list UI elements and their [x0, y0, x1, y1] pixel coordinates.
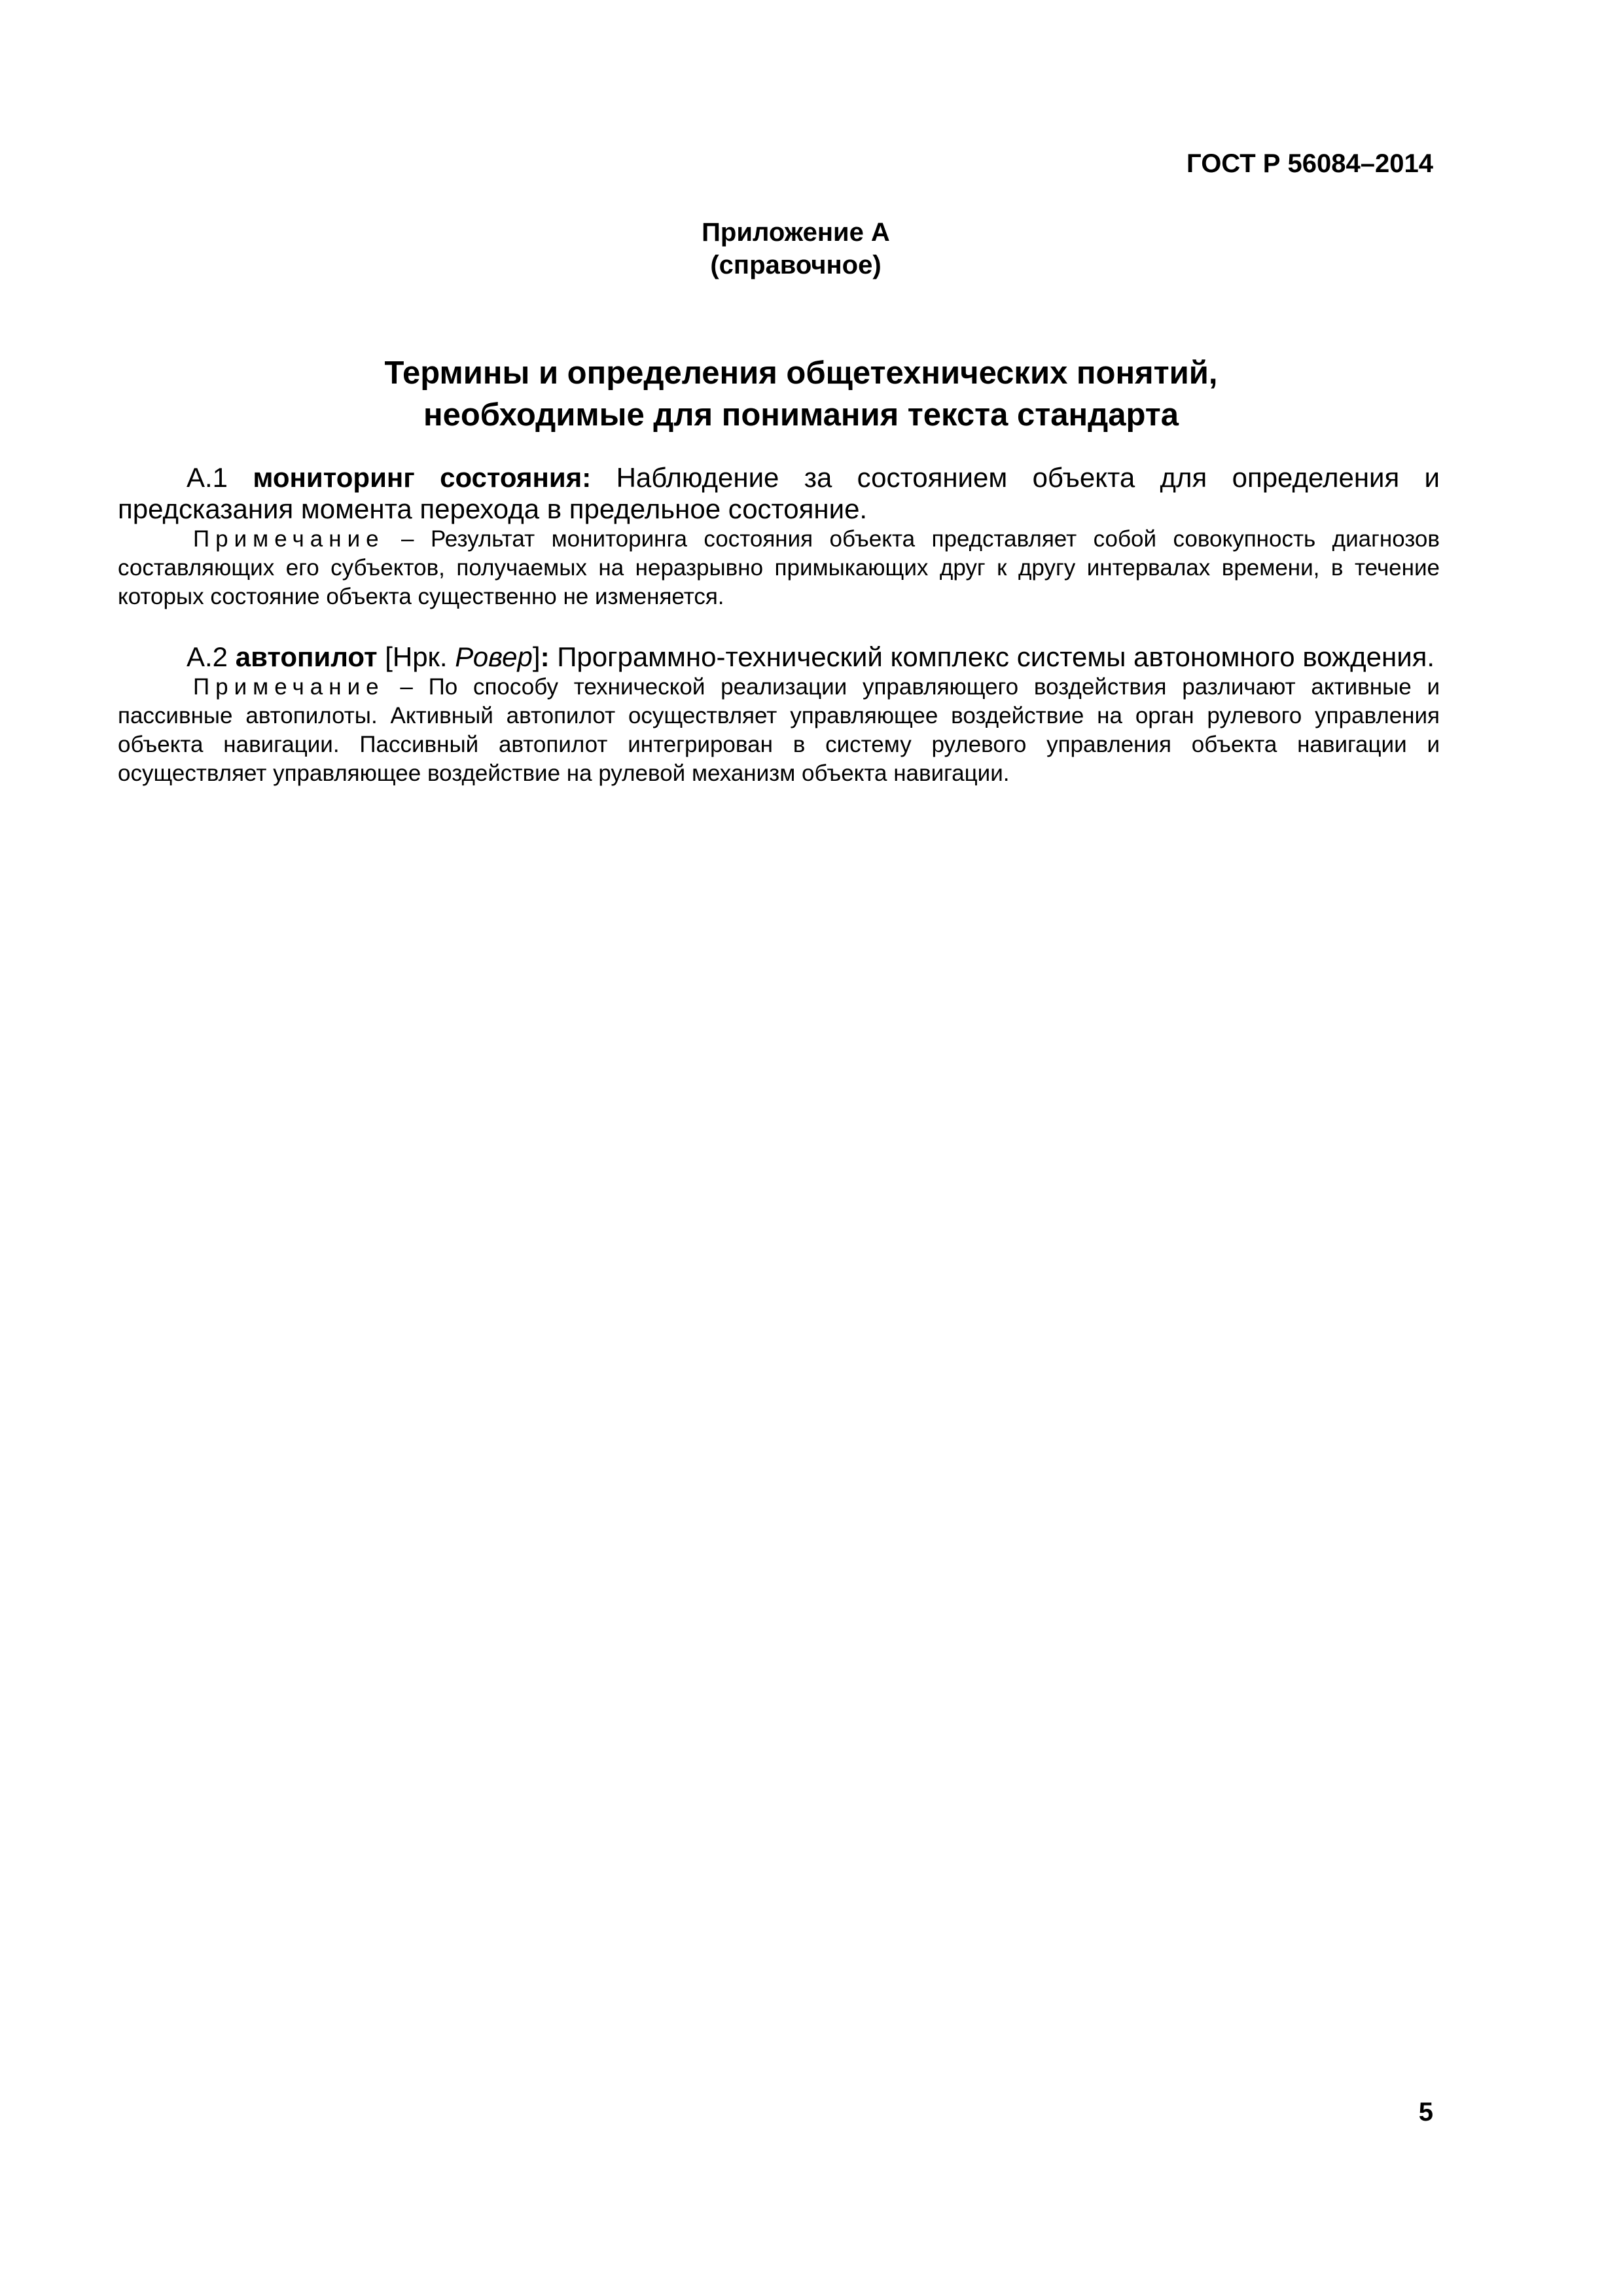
term-definition-text: Наблюдение за состоянием объекта для определения и предсказания момента перехода в предельное состояние. — [118, 462, 1440, 524]
term-definition-text: Программно-технический комплекс системы автономного вождения. — [557, 641, 1435, 672]
note-label: Примечание — [193, 674, 385, 700]
term-synonym-open: [Нрк. — [385, 641, 448, 672]
standard-code: ГОСТ Р 56084–2014 — [1186, 149, 1433, 178]
note-text: – По способу технической реализации управляющего воздействия различают активные и пассивные автопилоты. Активный автопилот осуществляет управляющее воздействие на орган рулевого управления объекта навигации. Пассивный автопилот интегрирован в систему рулевого управления объекта навигации и осуществляет управляющее воздействие на рулевой механизм объекта навигации. — [118, 674, 1440, 786]
note-label: Примечание — [193, 526, 385, 552]
appendix-label: Приложение А — [702, 218, 890, 247]
term-definition — [118, 641, 1440, 673]
term-definition — [118, 462, 1440, 525]
term-note — [118, 673, 1440, 788]
term-synonym-close: ] — [532, 641, 541, 672]
section-title-line2: необходимые для понимания текста стандарта — [423, 397, 1179, 433]
term-entry-a2 — [118, 641, 1440, 788]
term-name: автопилот — [235, 641, 378, 672]
page-number: 5 — [1418, 2098, 1433, 2126]
term-synonym: Ровер — [455, 641, 533, 672]
term-colon: : — [540, 641, 550, 672]
note-text: – Результат мониторинга состояния объекта представляет собой совокупность диагнозов составляющих его субъектов, получаемых на неразрывно примыкающих друг к другу интервалах времени, в течение которых состояние объекта существенно не изменяется. — [118, 526, 1440, 609]
appendix-type: (справочное) — [710, 251, 882, 279]
term-number: А.1 — [187, 462, 228, 493]
term-note — [118, 525, 1440, 611]
appendix-heading — [0, 216, 1623, 281]
section-title — [0, 352, 1623, 436]
section-title-line1: Термины и определения общетехнических понятий, — [384, 355, 1218, 391]
term-number: А.2 — [187, 641, 228, 672]
term-entry-a1 — [118, 462, 1440, 611]
term-name: мониторинг состояния: — [253, 462, 592, 493]
